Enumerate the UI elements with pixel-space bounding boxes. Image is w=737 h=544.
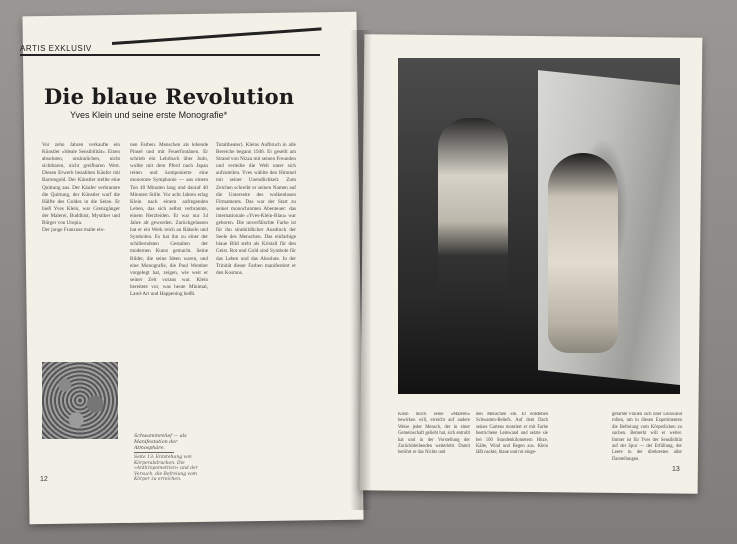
- secondary-caption: Seite 13: Entstehung von Körperabdrucken. Die »Anthropometrien« und der Versuch, die Befreiung vom Körper zu erreichen.: [134, 455, 198, 483]
- column-3-text: Totaltheater). Kleins Aufbruch in alle Bereiche begann 1946. Er gesellt am Strand von Nizza mit seinen Freunden und verteilte die Welt unter sich aufzuteilen. Yves wählte den Himmel mit seiner Unendlichkeit. Zum Zeichen schreibt er seinen Namen auf die Unterseite des wolkenlosen Firmaments. Das war der Start zu seiner monochromen Abenteuer: das internationale »Yves-Klein-Blau« war geboren. Die unverfälschte Farbe ist für ihn sinnbildlicher Ausdruck der Seele des Menschen. Das einfarbige blaue Bild steht als Kristall für den Geist. Rot und Gold sind Symbole für das Leben und das Absolute. In der Trinität dieser Farben manifestiert er den Kosmos.: [216, 142, 296, 276]
- article-title: Die blaue Revolution: [44, 84, 295, 109]
- text-column-3: [216, 142, 296, 472]
- text-column-1: [42, 142, 120, 350]
- article-subtitle: Yves Klein und seine erste Monografie*: [70, 110, 228, 120]
- main-photo-anthropometry: [398, 58, 680, 394]
- right-text-column-3: gefärbte Frauen sich über Leinwand rollen, um in diesen Experimenten die Befreiung vom Körperlichen zu suchen. Bemerkt will er weiter. Immer ist für Yves der Sensibilität auf der Spur — der Erfüllung, der Leere in der direktesten aller Darstellungen.: [612, 412, 682, 462]
- sponge-relief-photo: [42, 362, 118, 439]
- magazine-gutter: [350, 30, 372, 510]
- caption-divider: [134, 452, 174, 453]
- column-2-text: nen Farben. Menschen als lebende Pinsel und mit Feuerfontänen. Er schrieb ein Lehrbuch über Judo, wollte mit dem Pferd nach Japan reiten und komponierte eine monotone Symphonie — aus einem Ton 40 Minuten lang und darauf 40 Minuten Stille. Vor acht Jahren erlag Klein nach einem aufregenden Leben, das sich selbst verbrannte, einem Herzleiden. Er war nur 34 Jahre alt geworden. Zurückgelassen hat er ein Werk reich an Rätseln und Symbolen. Es hat ihn zu einer der schillerndsten Gestalten der modernen Kunst gemacht. Seine Bilder, die seine Ideen waren, und eine Monografie, die Paul Wember vorgelegt hat, zeigen, wie weit er seiner Zeit voraus war. Klein bereitete vor, was heute Minimal, Land-Art und Happening heißt.: [130, 142, 208, 297]
- text-column-2: [130, 142, 208, 428]
- right-text-column-2: den Menschen ein. Er entstehen Schwamm-Reliefs. Auf dem Dach seines Gartens montiert er mit Farbe bestrichene Leinwand und setzte sie bei 100 Stundenkilometern Hitze, Kälte, Wind und Regen aus. Klein läßt nackte, blaue und rot einge-: [476, 412, 548, 456]
- rubric-rule: [20, 54, 320, 56]
- photo-figure-artist: [438, 118, 508, 348]
- page-number-right: 13: [672, 466, 680, 473]
- photo-figure-model: [548, 153, 618, 353]
- right-text-column-1: Klein durch seine »Malerei« bewirken will, erreicht auf andere Weise jeder Mensch, der in einer Gemeinschaft geliebt hat, sich entrollt hat und in der Vorstellung der Zurückbleibenden weiterlebt. Damit berührt er das Nichts und: [398, 412, 470, 456]
- page-number-left: 12: [40, 476, 48, 483]
- column-1-text: Vor zehn Jahren verkaufte ein Künstler »Ideale Sensibilität«. Einen absoluten, unsinnlichen, nicht sichtbaren, nicht greifbaren Wert. Diesen Erwerb bezahlten Käufer mit Barrengold. Der Künstler stellte eine Quittung aus. Der Käufer verbrannte die Quittung, der Künstler warf die Hälfte des Goldes in die Seine. Er hieß Yves Klein, war Grenzgänger der Malerei, Buddhist, Mystiker und Bürger von Utopia.: [42, 142, 120, 227]
- rubric-label: ARTIS EXKLUSIV: [20, 44, 92, 53]
- photo-caption: Schwammrelief — als Manifestation der Atmosphäre.: [134, 434, 187, 451]
- column-1-end: Der junge Franzose malte ein-: [42, 227, 105, 234]
